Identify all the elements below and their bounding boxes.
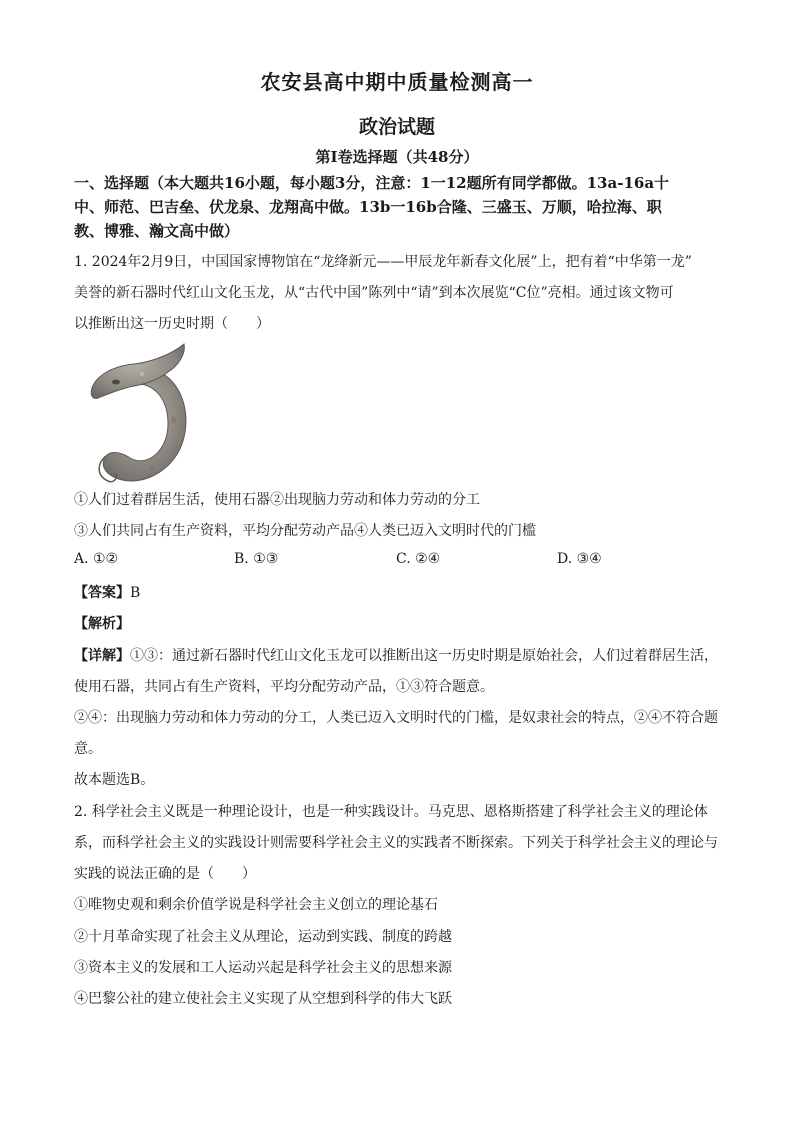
q1-detail-line-1	[74, 645, 718, 665]
q1-stem-line-1: 1. 2024年2月9日，中国国家博物馆在“龙绛新元——甲辰龙年新春文化展”上，把有着“中华第一龙”	[74, 254, 692, 270]
q1-stem-line-2: 美誉的新石器时代红山文化玉龙，从“古代中国”陈列中“请”到本次展览“C位”亮相。通过该文物可	[74, 285, 674, 301]
q1-statement-2: ③人们共同占有生产资料，平均分配劳动产品④人类已迈入文明时代的门槛	[74, 523, 536, 539]
section-instructions-line-2: 中、师范、巴吉垒、伏龙泉、龙翔高中做。13b一16b合隆、三盛玉、万顺，哈拉海、职	[74, 198, 662, 216]
q1-detail-line-4: 意。	[74, 741, 102, 757]
q1-detail-line-2: 使用石器，共同占有生产资料，平均分配劳动产品，①③符合题意。	[74, 679, 494, 695]
exam-title: 农安县高中期中质量检测高一	[260, 70, 534, 94]
answer-value: B	[130, 585, 141, 601]
analysis-tag: 【解析】	[74, 616, 130, 632]
q2-stem-line-2: 系，而科学社会主义的实践设计则需要科学社会主义的实践者不断探索。下列关于科学社会主义的理论与	[74, 835, 718, 851]
q1-statement-1: ①人们过着群居生活，使用石器②出现脑力劳动和体力劳动的分工	[74, 492, 480, 508]
q1-option-c: C. ②④	[396, 551, 441, 567]
q1-analysis-heading	[74, 613, 130, 633]
q2-statement-4: ④巴黎公社的建立使社会主义实现了从空想到科学的伟大飞跃	[74, 991, 452, 1007]
section-instructions-line-3: 教、博雅、瀚文高中做）	[74, 222, 240, 240]
section-instructions-line-1: 一、选择题（本大题共16小题，每小题3分，注意：1一12题所有同学都做。13a-16a十	[74, 174, 670, 192]
q2-statement-3: ③资本主义的发展和工人运动兴起是科学社会主义的思想来源	[74, 960, 452, 976]
q1-option-d: D. ③④	[557, 551, 602, 567]
exam-part: 第I卷选择题（共48分）	[315, 148, 479, 166]
detail-tag: 【详解】	[74, 648, 130, 664]
exam-subject: 政治试题	[358, 116, 435, 138]
q1-option-b: B. ①③	[234, 551, 279, 567]
q1-stem-line-3: 以推断出这一历史时期（ ）	[74, 316, 270, 332]
detail-text-1: ①③：通过新石器时代红山文化玉龙可以推断出这一历史时期是原始社会，人们过着群居生活，	[130, 648, 718, 664]
q2-statement-1: ①唯物史观和剩余价值学说是科学社会主义创立的理论基石	[74, 897, 438, 913]
q2-stem-line-1: 2. 科学社会主义既是一种理论设计，也是一种实践设计。马克思、恩格斯搭建了科学社会主义的理论体	[74, 804, 708, 820]
q1-conclusion: 故本题选B。	[74, 772, 155, 788]
answer-tag: 【答案】	[74, 585, 130, 601]
q1-option-a: A. ①②	[74, 551, 119, 567]
q1-detail-line-3: ②④：出现脑力劳动和体力劳动的分工，人类已迈入文明时代的门槛，是奴隶社会的特点，②④不符合题	[74, 710, 718, 726]
q2-statement-2: ②十月革命实现了社会主义从理论，运动到实践、制度的跨越	[74, 929, 452, 945]
q2-stem-line-3: 实践的说法正确的是（ ）	[74, 866, 256, 882]
jade-dragon-image	[82, 340, 202, 490]
q1-answer	[74, 582, 140, 602]
